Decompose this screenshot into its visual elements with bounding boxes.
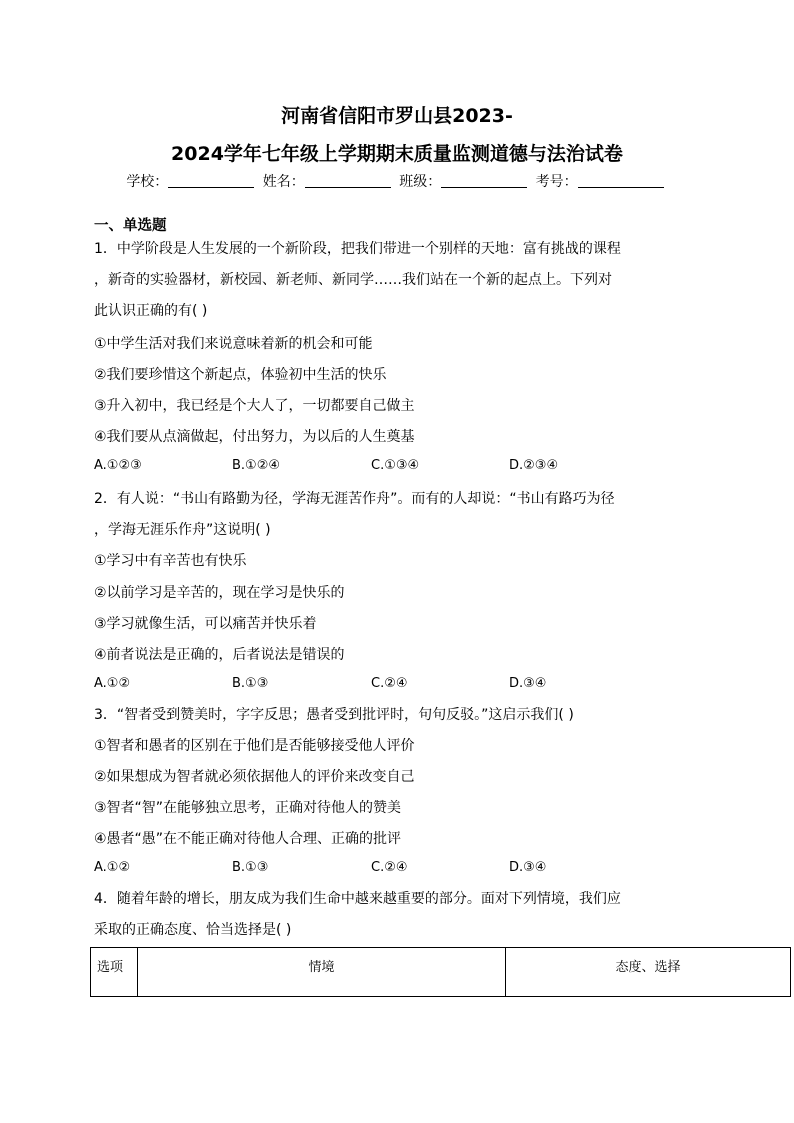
question-1-option-d[interactable]: D.②③④ [509,458,559,473]
table-header-attitude: 态度、选择 [506,948,791,997]
question-1-item-3: ③升入初中，我已经是个大人了，一切都要自己做主 [94,398,415,414]
question-2-stem-line-2: ，学海无涯乐作舟”这说明( ) [94,522,271,538]
question-4-table [90,947,791,997]
question-3-item-1: ①智者和愚者的区别在于他们是否能够接受他人评价 [94,738,415,754]
question-3-item-4: ④愚者“愚”在不能正确对待他人合理、正确的批评 [94,831,402,847]
question-1-item-1: ①中学生活对我们来说意味着新的机会和可能 [94,336,373,352]
question-4-stem-line-1: 4．随着年龄的增长，朋友成为我们生命中越来越重要的部分。面对下列情境，我们应 [94,891,621,907]
question-3-option-c[interactable]: C.②④ [371,860,408,875]
question-1-item-4: ④我们要从点滴做起，付出努力，为以后的人生奠基 [94,429,415,445]
question-1-stem-line-2: ，新奇的实验器材，新校园、新老师、新同学……我们站在一个新的起点上。下列对 [94,272,612,288]
table-header-situation: 情境 [138,948,506,997]
question-2-option-b[interactable]: B.①③ [232,676,269,691]
question-3-option-a[interactable]: A.①② [94,860,131,875]
name-label: 姓名： [262,174,305,190]
table-header-option: 选项 [91,948,138,997]
question-3-item-2: ②如果想成为智者就必须依据他人的评价来改变自己 [94,769,415,785]
question-2-item-3: ③学习就像生活，可以痛苦并快乐着 [94,616,317,632]
class-label: 班级： [399,174,442,190]
question-2-option-d[interactable]: D.③④ [509,676,547,691]
question-1-option-c[interactable]: C.①③④ [371,458,420,473]
class-blank[interactable] [441,173,527,188]
question-4-stem-line-2: 采取的正确态度、恰当选择是( ) [94,922,292,938]
exam-number-blank[interactable] [578,173,664,188]
question-1-option-b[interactable]: B.①②④ [232,458,281,473]
school-blank[interactable] [168,173,254,188]
exam-number-label: 考号： [535,174,578,190]
question-1-stem-line-1: 1．中学阶段是人生发展的一个新阶段，把我们带进一个别样的天地：富有挑战的课程 [94,241,621,257]
question-2-option-a[interactable]: A.①② [94,676,131,691]
table-header-row [91,948,791,997]
question-2-item-4: ④前者说法是正确的，后者说法是错误的 [94,647,345,663]
question-3-stem-line-1: 3．“智者受到赞美时，字字反思；愚者受到批评时，句句反驳。”这启示我们( ) [94,707,574,723]
question-3-option-d[interactable]: D.③④ [509,860,547,875]
question-3-item-3: ③智者“智”在能够独立思考，正确对待他人的赞美 [94,800,402,816]
question-2-stem-line-1: 2．有人说：“书山有路勤为径，学海无涯苦作舟”。而有的人却说：“书山有路巧为径 [94,491,615,507]
school-label: 学校： [126,174,169,190]
question-2-item-2: ②以前学习是辛苦的，现在学习是快乐的 [94,585,345,601]
question-3-option-b[interactable]: B.①③ [232,860,269,875]
exam-title-line-2: 2024学年七年级上学期期末质量监测道德与法治试卷 [171,143,623,165]
exam-title-line-1: 河南省信阳市罗山县2023- [281,105,513,127]
question-1-option-a[interactable]: A.①②③ [94,458,142,473]
question-2-option-c[interactable]: C.②④ [371,676,408,691]
student-info-line [0,171,794,191]
question-1-stem-line-3: 此认识正确的有( ) [94,303,208,319]
name-blank[interactable] [305,173,391,188]
question-1-item-2: ②我们要珍惜这个新起点，体验初中生活的快乐 [94,367,387,383]
question-2-item-1: ①学习中有辛苦也有快乐 [94,553,247,569]
section-heading: 一、单选题 [94,218,167,234]
